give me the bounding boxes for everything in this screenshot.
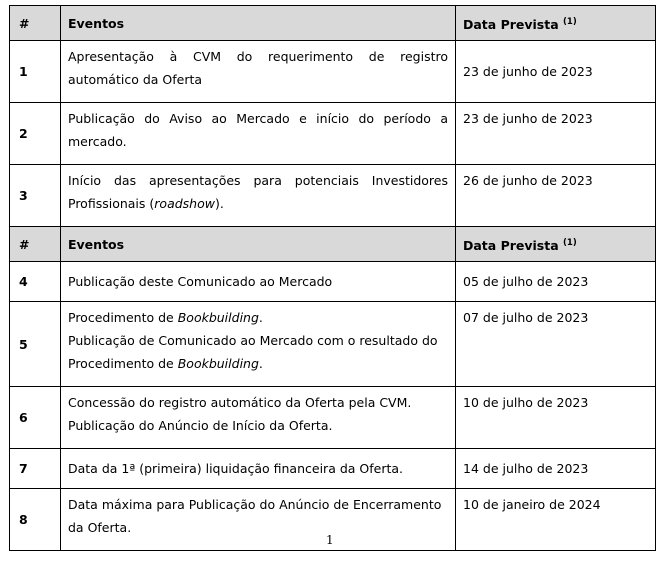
header-date [456, 6, 656, 41]
row-event [61, 41, 456, 103]
event-text: Procedimento de [68, 356, 178, 371]
row-date: 26 de junho de 2023 [456, 165, 656, 227]
event-line: Publicação do Anúncio de Início da Oferta. [68, 418, 333, 433]
table-row [10, 449, 656, 489]
event-line: Publicação do Aviso ao Mercado e início do período a [68, 111, 448, 126]
row-date: 23 de junho de 2023 [456, 103, 656, 165]
table-header-row [10, 6, 656, 41]
row-date: 10 de julho de 2023 [456, 387, 656, 449]
header-date-label: Data Prevista [463, 237, 559, 253]
header-date-footnote: (1) [563, 16, 577, 27]
table-row [10, 165, 656, 227]
header-date-footnote: (1) [563, 237, 577, 248]
event-line: automático da Oferta [68, 72, 203, 87]
row-date: 10 de janeiro de 2024 [456, 489, 656, 551]
event-text: ). [214, 196, 224, 211]
table-row [10, 302, 656, 387]
header-number: # [10, 6, 61, 41]
row-date: 23 de junho de 2023 [456, 41, 656, 103]
event-text: Profissionais ( [68, 196, 155, 211]
row-date: 14 de julho de 2023 [456, 449, 656, 489]
row-event [61, 165, 456, 227]
row-number: 4 [10, 262, 61, 302]
header-number: # [10, 227, 61, 262]
event-line: mercado. [68, 134, 127, 149]
row-number: 6 [10, 387, 61, 449]
event-line: Data máxima para Publicação do Anúncio de Encerramento [68, 497, 442, 512]
header-events: Eventos [61, 227, 456, 262]
row-date: 05 de julho de 2023 [456, 262, 656, 302]
row-number: 1 [10, 41, 61, 103]
event-line: Data da 1ª (primeira) liquidação financeira da Oferta. [68, 461, 403, 476]
event-line: Concessão do registro automático da Oferta pela CVM. [68, 395, 412, 410]
event-text: . [258, 356, 263, 371]
event-line [68, 352, 448, 375]
event-line: Publicação de Comunicado ao Mercado com o resultado do [68, 333, 438, 348]
row-event [61, 262, 456, 302]
row-event [61, 449, 456, 489]
table-header-row [10, 227, 656, 262]
event-text-italic: roadshow [154, 196, 215, 211]
page-number: 1 [326, 533, 334, 547]
table-row [10, 103, 656, 165]
row-event [61, 103, 456, 165]
event-line: Apresentação à CVM do requerimento de registro [68, 49, 448, 64]
events-schedule-table [9, 5, 656, 551]
row-number: 5 [10, 302, 61, 387]
row-number: 3 [10, 165, 61, 227]
event-text-italic: Bookbuilding [177, 310, 259, 325]
row-date: 07 de julho de 2023 [456, 302, 656, 387]
event-text-italic: Bookbuilding [177, 356, 259, 371]
header-events: Eventos [61, 6, 456, 41]
row-number: 7 [10, 449, 61, 489]
event-line [68, 192, 448, 215]
event-line: Publicação deste Comunicado ao Mercado [68, 274, 333, 289]
event-text: Procedimento de [68, 310, 178, 325]
row-event [61, 302, 456, 387]
event-line [68, 306, 448, 329]
table-row [10, 41, 656, 103]
row-number: 2 [10, 103, 61, 165]
event-text: . [258, 310, 263, 325]
event-line: Início das apresentações para potenciais Investidores [68, 173, 448, 188]
event-line: da Oferta. [68, 520, 132, 535]
header-date-label: Data Prevista [463, 16, 559, 32]
table-row [10, 387, 656, 449]
header-date [456, 227, 656, 262]
table-row [10, 262, 656, 302]
row-event [61, 387, 456, 449]
row-event [61, 489, 456, 551]
row-number: 8 [10, 489, 61, 551]
